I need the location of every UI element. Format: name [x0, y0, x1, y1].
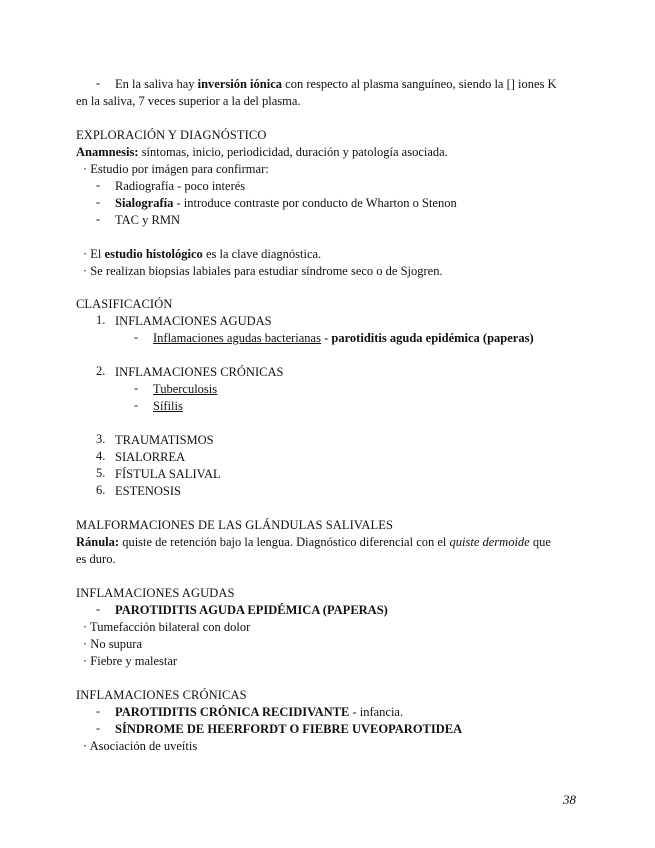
cronicas-heading: INFLAMACIONES CRÓNICAS [76, 688, 247, 702]
cronicas-item-2: SÍNDROME DE HEERFORDT O FIEBRE UVEOPAROTIDEA [115, 722, 463, 736]
list-number: 4. [96, 449, 106, 463]
histologico-line [83, 246, 321, 263]
histo-post: es la clave diagnóstica. [205, 247, 322, 261]
clasificacion-item-4: SIALORREA [115, 450, 186, 464]
agudas-heading: INFLAMACIONES AGUDAS [76, 586, 235, 600]
ranula-line-2: es duro. [76, 552, 116, 566]
asociacion-line: · Asociación de uveítis [83, 739, 198, 753]
imagen-item-bullet: - [96, 212, 101, 226]
cronicas-item-1-bold: PAROTIDITIS CRÓNICA RECIDIVANTE [115, 705, 350, 719]
anamnesis-line [76, 144, 448, 161]
clasificacion-item-1: INFLAMACIONES AGUDAS [115, 314, 272, 328]
histo-pre: · El [83, 247, 102, 261]
list-number: 5. [96, 466, 106, 480]
sub-bullet: - [134, 381, 139, 395]
intro-line-1 [115, 76, 557, 93]
exploracion-heading: EXPLORACIÓN Y DIAGNÓSTICO [76, 128, 267, 142]
cronicas-bullet: - [96, 704, 101, 718]
intro-bullet: - [96, 76, 101, 90]
anamnesis-label: Anamnesis: [76, 145, 139, 159]
agudas-bold-item: PAROTIDITIS AGUDA EPIDÉMICA (PAPERAS) [115, 603, 388, 617]
intro-bold: inversión iónica [197, 77, 283, 91]
clasificacion-item-2: INFLAMACIONES CRÓNICAS [115, 365, 284, 379]
intro-post: con respecto al plasma sanguíneo, siendo la [] iones K [285, 77, 557, 91]
clasificacion-heading: CLASIFICACIÓN [76, 297, 173, 311]
sialografia-text: - introduce contraste por conducto de Wharton o Stenon [176, 196, 457, 210]
sub-item-sifilis: Sífilis [153, 399, 183, 413]
list-number: 3. [96, 432, 106, 446]
ranula-text: quiste de retención bajo la lengua. Diagnóstico diferencial con el [122, 535, 447, 549]
intro-line-2: en la saliva, 7 veces superior a la del plasma. [76, 94, 301, 108]
page-number: 38 [563, 792, 576, 807]
agudas-point-2: · No supura [83, 637, 143, 651]
clasificacion-item-3: TRAUMATISMOS [115, 433, 214, 447]
agudas-bullet: - [96, 602, 101, 616]
clasificacion-item-6: ESTENOSIS [115, 484, 181, 498]
anamnesis-text: síntomas, inicio, periodicidad, duración y patología asociada. [141, 145, 448, 159]
clasificacion-item-5: FÍSTULA SALIVAL [115, 467, 221, 481]
list-number: 6. [96, 483, 106, 497]
imagen-intro: · Estudio por imágen para confirmar: [83, 162, 269, 176]
ranula-line-1 [76, 534, 551, 551]
cronicas-bullet: - [96, 721, 101, 735]
sub-bullet: - [134, 330, 139, 344]
ranula-italic: quiste dermoide [449, 535, 530, 549]
sialografia-bold: Sialografía [115, 196, 174, 210]
biopsias-line: · Se realizan biopsias labiales para estudiar síndrome seco o de Sjogren. [83, 264, 443, 278]
imagen-item-tac: TAC y RMN [115, 213, 180, 227]
cronicas-item-1 [115, 704, 403, 721]
ranula-after: que [532, 535, 551, 549]
agudas-point-1: · Tumefacción bilateral con dolor [83, 620, 251, 634]
agudas-point-3: · Fiebre y malestar [83, 654, 178, 668]
malformaciones-heading: MALFORMACIONES DE LAS GLÁNDULAS SALIVALES [76, 518, 394, 532]
imagen-item-radiografia: Radiografía - poco interés [115, 179, 246, 193]
imagen-item-sialografia [115, 195, 457, 212]
list-number: 1. [96, 313, 106, 327]
sub1-sep: - [324, 331, 329, 345]
ranula-label: Ránula: [76, 535, 120, 549]
histo-bold: estudio histológico [104, 247, 203, 261]
sub-bullet: - [134, 398, 139, 412]
sub-item-tuberculosis: Tuberculosis [153, 382, 218, 396]
sub1-bold: parotiditis aguda epidémica (paperas) [331, 331, 534, 345]
imagen-item-bullet: - [96, 178, 101, 192]
clasificacion-sub-1 [153, 330, 534, 347]
list-number: 2. [96, 364, 106, 378]
sub1-underlined: Inflamaciones agudas bacterianas [153, 331, 321, 345]
imagen-item-bullet: - [96, 195, 101, 209]
cronicas-item-1-text: - infancia. [352, 705, 404, 719]
intro-pre: En la saliva hay [115, 77, 195, 91]
